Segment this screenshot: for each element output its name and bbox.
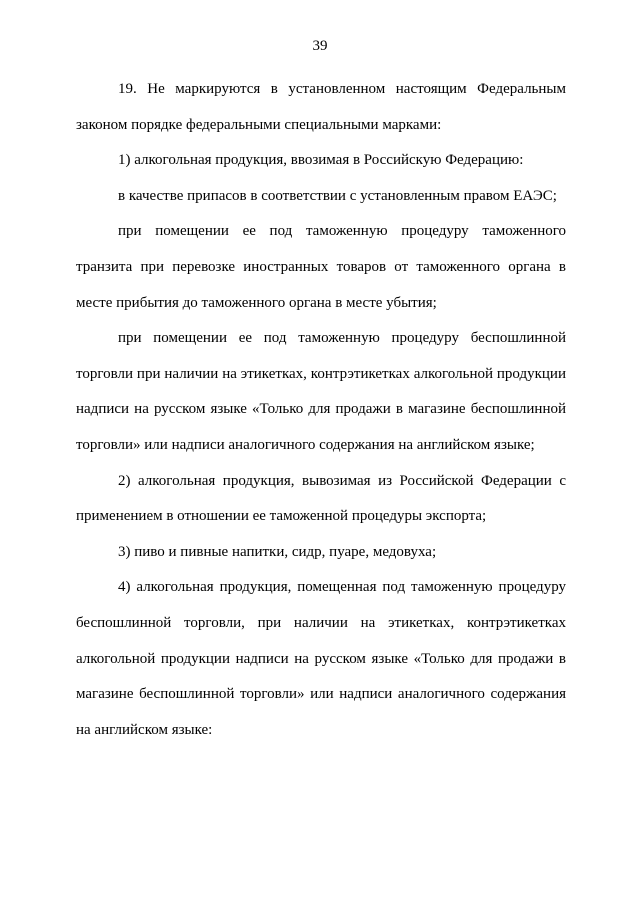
paragraph-subitem-2: 2) алкогольная продукция, вывозимая из Российской Федерации с применением в отношении ее таможенной процедуры экспорта; — [76, 472, 566, 525]
page-number: 39 — [312, 38, 328, 54]
paragraph-subitem-1: 1) алкогольная продукция, ввозимая в Российскую Федерацию: — [118, 152, 524, 169]
paragraph-subitem-4: 4) алкогольная продукция, помещенная под таможенную процедуру беспошлинной торговли, при наличии на этикетках, контрэтикетках алкогольной продукции надписи на русском языке «Только для продажи в магазине беспошлинной торговли» или надписи аналогичного содержания на английском языке: — [76, 579, 566, 738]
paragraph-item-19: 19. Не маркируются в установленном настоящим Федеральным законом порядке федеральными специальными марками: — [76, 81, 566, 133]
paragraph-customs-transit: при помещении ее под таможенную процедуру таможенного транзита при перевозке иностранных товаров от таможенного органа в месте прибытия до таможенного органа в месте убытия; — [76, 223, 566, 311]
paragraph-supplies: в качестве припасов в соответствии с установленным правом ЕАЭС; — [118, 187, 557, 204]
paragraph-subitem-3: 3) пиво и пивные напитки, сидр, пуаре, медовуха; — [118, 543, 437, 560]
paragraph-duty-free-trade: при помещении ее под таможенную процедуру беспошлинной торговли при наличии на этикетках, контрэтикетках алкогольной продукции надписи на русском языке «Только для продажи в магазине беспошлинной торговли» или надписи аналогичного содержания на английском языке; — [76, 330, 566, 453]
document-body — [76, 72, 566, 748]
